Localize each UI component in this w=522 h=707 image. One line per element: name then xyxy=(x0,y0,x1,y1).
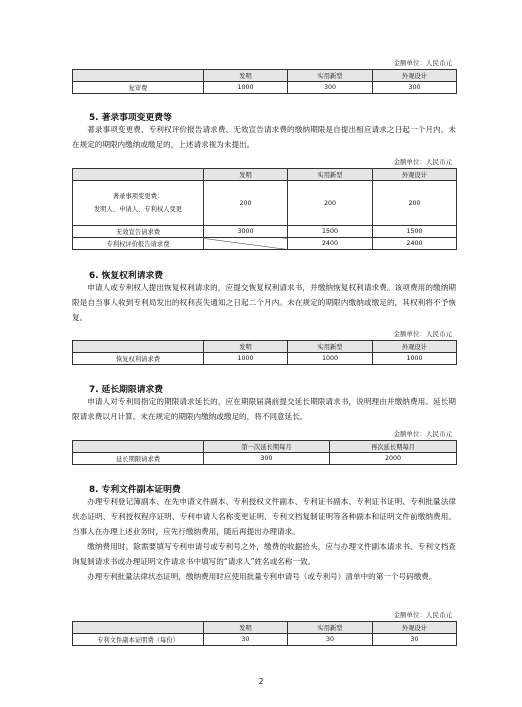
fee-cell: 300 xyxy=(373,82,457,94)
header-cell-blank xyxy=(73,341,204,353)
table-header-row xyxy=(73,169,457,181)
change-fee-table xyxy=(72,168,457,250)
not-applicable-cell xyxy=(204,238,288,250)
table-header-row xyxy=(73,622,457,634)
review-fee-table xyxy=(72,69,457,94)
header-cell-blank xyxy=(73,169,204,181)
row-label: 专利文件副本证明费（每份） xyxy=(73,634,204,646)
table-header-row xyxy=(73,341,457,353)
paragraph: 申请人对专利局指定的期限请求延长的，应在期限届满前提交延长期限请求书，说明理由并缴纳费用。延长期限请求费以月计算。未在规定的期限内缴纳或缴足的，将不同意延长。 xyxy=(72,397,456,421)
currency-unit-label: 金额单位：人民币元 xyxy=(393,158,452,166)
header-cell: 发明 xyxy=(204,622,288,634)
fee-cell: 200 xyxy=(373,181,457,226)
currency-unit-label: 金额单位：人民币元 xyxy=(393,59,452,67)
header-cell: 发明 xyxy=(204,341,288,353)
fee-cell: 1500 xyxy=(373,226,457,238)
header-cell: 实用新型 xyxy=(288,169,373,181)
fee-cell: 2400 xyxy=(288,238,373,250)
fee-cell: 2400 xyxy=(373,238,457,250)
row-label: 复审费 xyxy=(73,82,204,94)
header-cell: 外观设计 xyxy=(373,70,457,82)
table-row xyxy=(73,82,457,94)
table-row xyxy=(73,634,457,646)
paragraph: 办理专利批量法律状态证明，缴纳费用时应使用批量专利申请号（或专利号）清单中的第一个号码缴费。 xyxy=(87,572,437,581)
row-label-line: 著录事项变更费： xyxy=(112,193,164,200)
currency-unit-label: 金额单位：人民币元 xyxy=(393,611,452,619)
header-cell-blank xyxy=(73,70,204,82)
fee-cell: 1000 xyxy=(204,82,288,94)
row-label xyxy=(73,181,204,226)
fee-cell: 30 xyxy=(288,634,373,646)
header-cell: 外观设计 xyxy=(373,169,457,181)
fee-cell: 200 xyxy=(204,181,288,226)
header-cell-blank xyxy=(73,622,204,634)
section-heading: 5. 著录事项变更费等 xyxy=(89,113,172,123)
section-paragraphs xyxy=(72,394,456,424)
fee-cell: 1000 xyxy=(288,353,373,365)
fee-cell: 30 xyxy=(373,634,457,646)
row-label: 延长期限请求费 xyxy=(73,453,204,465)
section-paragraphs xyxy=(72,494,456,584)
header-cell: 实用新型 xyxy=(288,341,373,353)
fee-cell: 1000 xyxy=(204,353,288,365)
header-cell: 外观设计 xyxy=(373,341,457,353)
copy-certificate-fee-table xyxy=(72,621,457,646)
extension-fee-table xyxy=(72,440,457,465)
table-row xyxy=(73,226,457,238)
table-row xyxy=(73,353,457,365)
header-cell: 外观设计 xyxy=(373,622,457,634)
table-row xyxy=(73,181,457,226)
header-cell-blank xyxy=(73,441,204,453)
table-header-row xyxy=(73,70,457,82)
fee-cell: 2000 xyxy=(330,453,457,465)
row-label-line: 发明人、申请人、专利权人变更 xyxy=(93,206,183,213)
fee-cell: 300 xyxy=(204,453,330,465)
paragraph: 著录事项变更费、专利权评价报告请求费、无效宣告请求费的缴纳期限是自提出相应请求之日起一个月内。未在规定的期限内缴纳或缴足的，上述请求视为未提出。 xyxy=(72,125,456,149)
restoration-fee-table xyxy=(72,340,457,365)
table-header-row xyxy=(73,441,457,453)
currency-unit-label: 金额单位：人民币元 xyxy=(393,330,452,338)
row-label: 专利权评价报告请求费 xyxy=(73,238,204,250)
fee-cell: 300 xyxy=(288,82,373,94)
paragraph: 缴纳费用时，除需要填写专利申请号或专利号之外，缴费的收据抬头，应与办理文件副本请求书、专利文档查询复制请求书或办理证明文件请求书中填写的“请求人”姓名或名称一致。 xyxy=(72,542,456,566)
page-number: 2 xyxy=(258,677,264,686)
header-cell: 发明 xyxy=(204,169,288,181)
header-cell: 实用新型 xyxy=(288,70,373,82)
fee-cell: 1500 xyxy=(288,226,373,238)
row-label: 恢复权利请求费 xyxy=(73,353,204,365)
table-row xyxy=(73,453,457,465)
header-cell: 实用新型 xyxy=(288,622,373,634)
header-cell: 第一次延长期每月 xyxy=(204,441,330,453)
row-label: 无效宣告请求费 xyxy=(73,226,204,238)
section-paragraphs xyxy=(72,280,456,325)
section-paragraphs xyxy=(72,122,456,152)
paragraph: 申请人或专利权人提出恢复权利请求的，应提交恢复权利请求书，并缴纳恢复权利请求费。该项费用的缴纳期限是自当事人收到专利局发出的权利丧失通知之日起二个月内。未在规定的期限内缴纳或缴足的，其权利将不予恢复。 xyxy=(72,283,456,322)
section-heading: 6. 恢复权利请求费 xyxy=(89,271,164,281)
fee-cell: 200 xyxy=(288,181,373,226)
currency-unit-label: 金额单位：人民币元 xyxy=(393,430,452,438)
header-cell: 再次延长期每月 xyxy=(330,441,457,453)
header-cell: 发明 xyxy=(204,70,288,82)
section-heading: 8. 专利文件副本证明费 xyxy=(89,485,181,495)
section-heading: 7. 延长期限请求费 xyxy=(89,385,164,395)
fee-cell: 1000 xyxy=(373,353,457,365)
fee-cell: 3000 xyxy=(204,226,288,238)
table-row xyxy=(73,238,457,250)
paragraph: 办理专利登记簿副本、在先申请文件副本、专利授权文件副本、专利证书副本、专利证书证明、专利批量法律状态证明、专利授权程序证明、专利申请人名称变更证明、专利文档复制证明等各种副本和证明文件前缴纳费用。当事人在办理上述业务时，应先行缴纳费用，随后再提出办理请求。 xyxy=(72,497,456,536)
fee-cell: 30 xyxy=(204,634,288,646)
